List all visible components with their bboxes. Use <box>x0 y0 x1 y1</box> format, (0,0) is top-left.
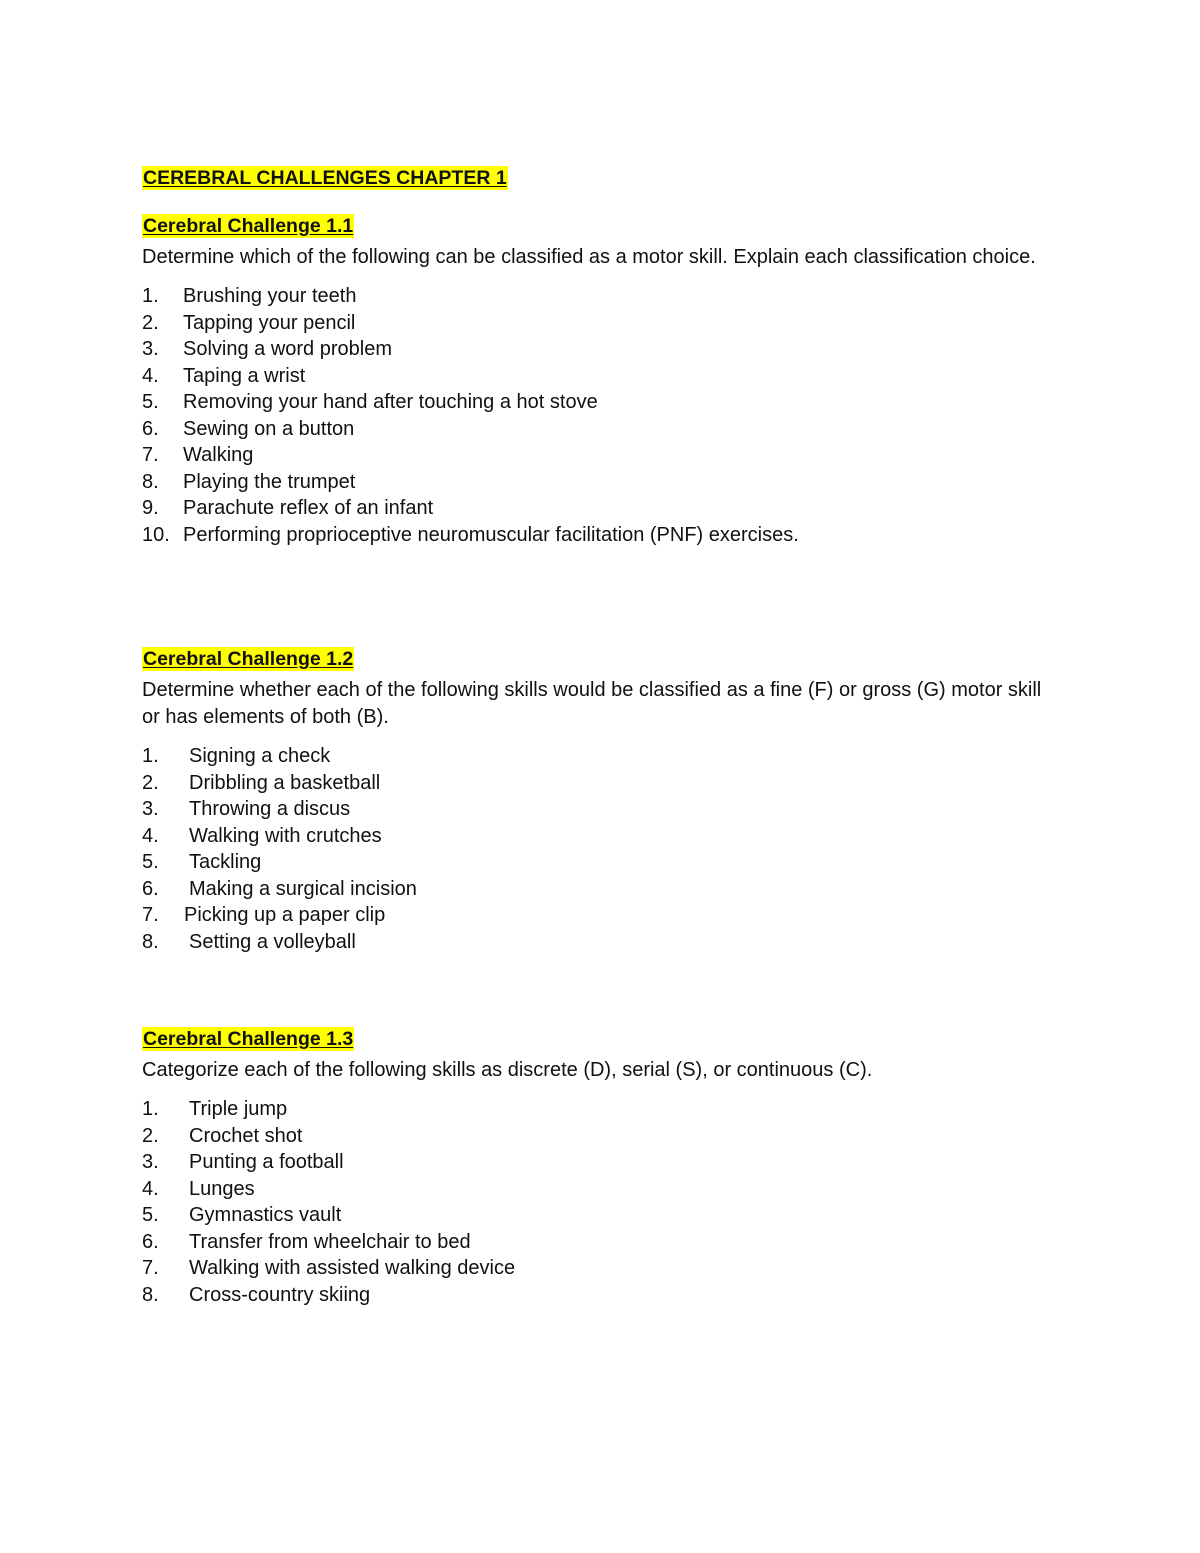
list-item-number: 2. <box>142 1124 159 1147</box>
list-item <box>142 469 1062 496</box>
list-item-text: Sewing on a button <box>183 417 355 440</box>
list-item-text: Performing proprioceptive neuromuscular facilitation (PNF) exercises. <box>183 523 799 546</box>
list-item-text: Taping a wrist <box>183 364 306 387</box>
list-item <box>142 1282 1062 1309</box>
section-1-2 <box>142 647 1062 955</box>
document-title-wrap <box>142 166 508 190</box>
list-item-text: Solving a word problem <box>183 338 392 360</box>
list-item <box>142 522 1062 549</box>
list-item-number: 6. <box>142 417 159 440</box>
section-prompt: Determine which of the following can be classified as a motor skill. Explain each classification choice. <box>142 246 1036 268</box>
list-item-number: 9. <box>142 497 159 519</box>
list-item-number: 8. <box>142 1283 159 1306</box>
list-item <box>142 495 1062 522</box>
list-item <box>142 823 1062 850</box>
list-item-number: 7. <box>142 444 159 466</box>
list-item-text: Punting a football <box>189 1151 344 1173</box>
list-item <box>142 849 1062 876</box>
list-item <box>142 929 1062 956</box>
list-item-number: 7. <box>142 1257 159 1279</box>
list-item-text: Gymnastics vault <box>189 1204 342 1226</box>
section-list <box>142 283 1062 548</box>
list-item-number: 5. <box>142 391 159 413</box>
list-item-number: 3. <box>142 798 159 820</box>
list-item-number: 10. <box>142 523 170 546</box>
list-item <box>142 876 1062 903</box>
list-item-text: Picking up a paper clip <box>184 904 386 926</box>
list-item <box>142 1202 1062 1229</box>
list-item-text: Transfer from wheelchair to bed <box>189 1230 471 1253</box>
list-item-number: 1. <box>142 745 159 767</box>
list-item <box>142 283 1062 310</box>
list-item-text: Tackling <box>189 851 262 873</box>
list-item-number: 4. <box>142 364 159 387</box>
list-item-number: 5. <box>142 851 159 873</box>
list-item-text: Dribbling a basketball <box>189 771 381 794</box>
section-list <box>142 743 1062 955</box>
section-heading-text: Cerebral Challenge 1.2 <box>143 648 354 670</box>
section-heading <box>142 214 1062 244</box>
list-item-text: Signing a check <box>189 745 331 767</box>
list-item-text: Triple jump <box>189 1098 288 1120</box>
list-item-number: 6. <box>142 877 159 900</box>
list-item <box>142 416 1062 443</box>
section-heading <box>142 1027 1062 1057</box>
list-item-text: Tapping your pencil <box>183 311 356 334</box>
section-heading <box>142 647 1062 677</box>
list-item-number: 2. <box>142 311 159 334</box>
section-1-1 <box>142 214 1062 548</box>
list-item-text: Making a surgical incision <box>189 877 417 900</box>
list-item <box>142 1255 1062 1282</box>
list-item-text: Removing your hand after touching a hot stove <box>183 391 598 413</box>
list-item-text: Walking <box>183 444 254 466</box>
section-prompt: Determine whether each of the following skills would be classified as a fine (F) or gross (G) motor skill or has elements of both (B). <box>142 679 1042 728</box>
list-item-text: Lunges <box>189 1177 255 1200</box>
list-item-number: 6. <box>142 1230 159 1253</box>
list-item <box>142 743 1062 770</box>
list-item-text: Throwing a discus <box>189 798 351 820</box>
list-item-number: 8. <box>142 470 159 493</box>
list-item <box>142 1176 1062 1203</box>
section-prompt: Categorize each of the following skills as discrete (D), serial (S), or continuous (C). <box>142 1059 873 1081</box>
list-item-text: Setting a volleyball <box>189 930 356 953</box>
list-item-number: 3. <box>142 1151 159 1173</box>
section-list <box>142 1096 1062 1308</box>
list-item-number: 1. <box>142 285 159 307</box>
list-item-text: Crochet shot <box>189 1124 303 1147</box>
section-heading-text: Cerebral Challenge 1.3 <box>143 1028 354 1050</box>
list-item-text: Brushing your teeth <box>183 285 357 307</box>
list-item-text: Playing the trumpet <box>183 470 356 493</box>
document-title: CEREBRAL CHALLENGES CHAPTER 1 <box>143 167 507 189</box>
list-item <box>142 442 1062 469</box>
list-item <box>142 1096 1062 1123</box>
list-item <box>142 1149 1062 1176</box>
list-item-text: Cross-country skiing <box>189 1283 371 1306</box>
list-item-number: 4. <box>142 824 159 847</box>
list-item <box>142 363 1062 390</box>
list-item <box>142 902 1062 929</box>
section-heading-text: Cerebral Challenge 1.1 <box>143 215 354 237</box>
list-item-number: 7. <box>142 904 159 926</box>
list-item-text: Walking with crutches <box>189 824 382 847</box>
list-item-number: 3. <box>142 338 159 360</box>
list-item <box>142 1229 1062 1256</box>
list-item-number: 2. <box>142 771 159 794</box>
section-1-3 <box>142 1027 1062 1308</box>
list-item <box>142 770 1062 797</box>
list-item-text: Walking with assisted walking device <box>189 1257 516 1279</box>
list-item-text: Parachute reflex of an infant <box>183 497 434 519</box>
list-item-number: 5. <box>142 1204 159 1226</box>
list-item <box>142 1123 1062 1150</box>
list-item-number: 8. <box>142 930 159 953</box>
list-item <box>142 389 1062 416</box>
list-item-number: 1. <box>142 1098 159 1120</box>
list-item <box>142 310 1062 337</box>
list-item-number: 4. <box>142 1177 159 1200</box>
list-item <box>142 796 1062 823</box>
list-item <box>142 336 1062 363</box>
